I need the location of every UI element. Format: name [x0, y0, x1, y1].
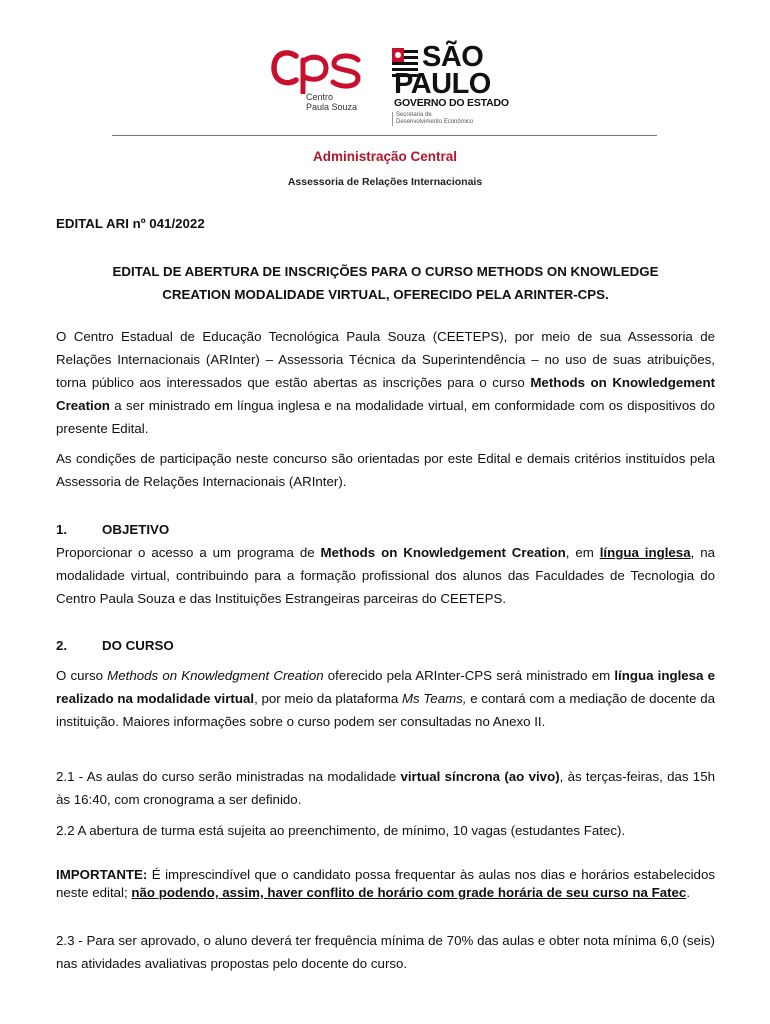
intro-text-a: O Centro Estadual de Educação Tecnológica Paula Souza (CEETEPS), por meio de sua Assessoria de Relações Internacionais (ARInter) – Assessoria Técnica da Superintendência – no uso de suas atribuições, torna público aos interessados que estão abertas as inscrições para o curso	[56, 329, 715, 390]
section-1-body	[56, 541, 715, 610]
sp-logo-line1: SÃO	[422, 41, 484, 73]
cps-logo-mark	[270, 48, 365, 94]
sp-logo-gov: GOVERNO DO ESTADO	[394, 97, 509, 109]
sp-secr-line1: Secretaria de	[396, 112, 432, 118]
section-1-number: 1.	[56, 522, 68, 537]
edital-title-line1: EDITAL DE ABERTURA DE INSCRIÇÕES PARA O CURSO METHODS ON KNOWLEDGE	[112, 264, 659, 279]
intro-course-name: Methods on Knowledgement Creation	[56, 375, 716, 413]
sao-paulo-logo	[392, 41, 512, 134]
cps-caption-line2: Paula Souza	[306, 102, 358, 112]
intro-text-c: a ser ministrado em língua inglesa e na modalidade virtual, em conformidade com os dispositivos do presente Edital.	[56, 398, 715, 436]
s2-course-name: Methods on Knowledgment Creation	[107, 668, 324, 683]
section-2-1	[56, 765, 715, 811]
s2-modality: língua inglesa e realizado na modalidade virtual	[56, 668, 715, 706]
sp-logo-secretaria	[392, 112, 473, 126]
section-1-heading	[56, 518, 715, 541]
header-logos	[0, 41, 770, 134]
section-2-heading	[56, 634, 715, 657]
s21-modality: virtual síncrona (ao vivo)	[400, 769, 560, 784]
important-notice	[56, 866, 715, 902]
header-divider	[112, 135, 657, 136]
edital-number: EDITAL ARI nº 041/2022	[56, 216, 205, 231]
important-conflict: não podendo, assim, haver conflito de horário com grade horária de seu curso na Fatec	[131, 885, 687, 900]
s1-course-name: Methods on Knowledgement Creation	[320, 545, 566, 560]
section-2-title: DO CURSO	[102, 638, 174, 653]
s1-language: língua inglesa	[599, 545, 691, 560]
section-2-2: 2.2 A abertura de turma está sujeita ao preenchimento, de mínimo, 10 vagas (estudantes Fatec).	[56, 823, 626, 838]
s1-text-c: , em	[565, 545, 600, 560]
cps-logo	[270, 48, 365, 114]
s2-text-c: oferecido pela ARInter-CPS será ministrado em	[323, 668, 615, 683]
sp-logo-line2: PAULO	[394, 68, 491, 100]
cps-caption-line1: Centro	[306, 92, 334, 102]
important-text-b: É imprescindível que o candidato possa frequentar às aulas nos dias e horários estabelecidos neste edital;	[56, 867, 715, 900]
sp-secr-line2: Desenvolvimento Econômico	[396, 119, 474, 125]
edital-title-line2: CREATION MODALIDADE VIRTUAL, OFERECIDO PELA ARINTER-CPS.	[162, 287, 609, 302]
important-text-d: .	[686, 885, 691, 900]
s1-text-a: Proporcionar o acesso a um programa de	[56, 545, 321, 560]
important-label: IMPORTANTE:	[56, 867, 148, 882]
conditions-paragraph: As condições de participação neste concurso são orientadas por este Edital e demais critérios instituídos pela Assessoria de Relações Internacionais (ARInter).	[56, 451, 715, 489]
s1-text-e: , na modalidade virtual, contribuindo para a formação profissional dos alunos das Faculdades de Tecnologia do Centro Paula Souza e das Instituições Estrangeiras parceiras do CEETEPS.	[56, 545, 715, 606]
admin-heading: Administração Central	[312, 149, 458, 164]
s2-platform: Ms Teams,	[401, 691, 467, 706]
section-2-body	[56, 664, 715, 733]
cps-logo-caption	[306, 92, 357, 112]
s2-text-a: O curso	[56, 668, 108, 683]
section-1-title: OBJETIVO	[102, 522, 170, 537]
s21-text-c: , às terças-feiras, das 15h às 16:40, com cronograma a ser definido.	[56, 769, 715, 807]
intro-paragraph	[56, 325, 715, 440]
s2-text-e: , por meio da plataforma	[254, 691, 402, 706]
edital-title	[56, 260, 715, 306]
section-2-number: 2.	[56, 638, 68, 653]
section-2-3: 2.3 - Para ser aprovado, o aluno deverá ter frequência mínima de 70% das aulas e obter nota mínima 6,0 (seis) nas atividades avaliativas propostas pelo docente do curso.	[56, 933, 715, 971]
s2-text-g: e contará com a mediação de docente da instituição. Maiores informações sobre o curso podem ser consultadas no Anexo II.	[56, 691, 715, 729]
s21-text-a: 2.1 - As aulas do curso serão ministradas na modalidade	[56, 769, 401, 784]
assessoria-subheading: Assessoria de Relações Internacionais	[287, 176, 483, 188]
